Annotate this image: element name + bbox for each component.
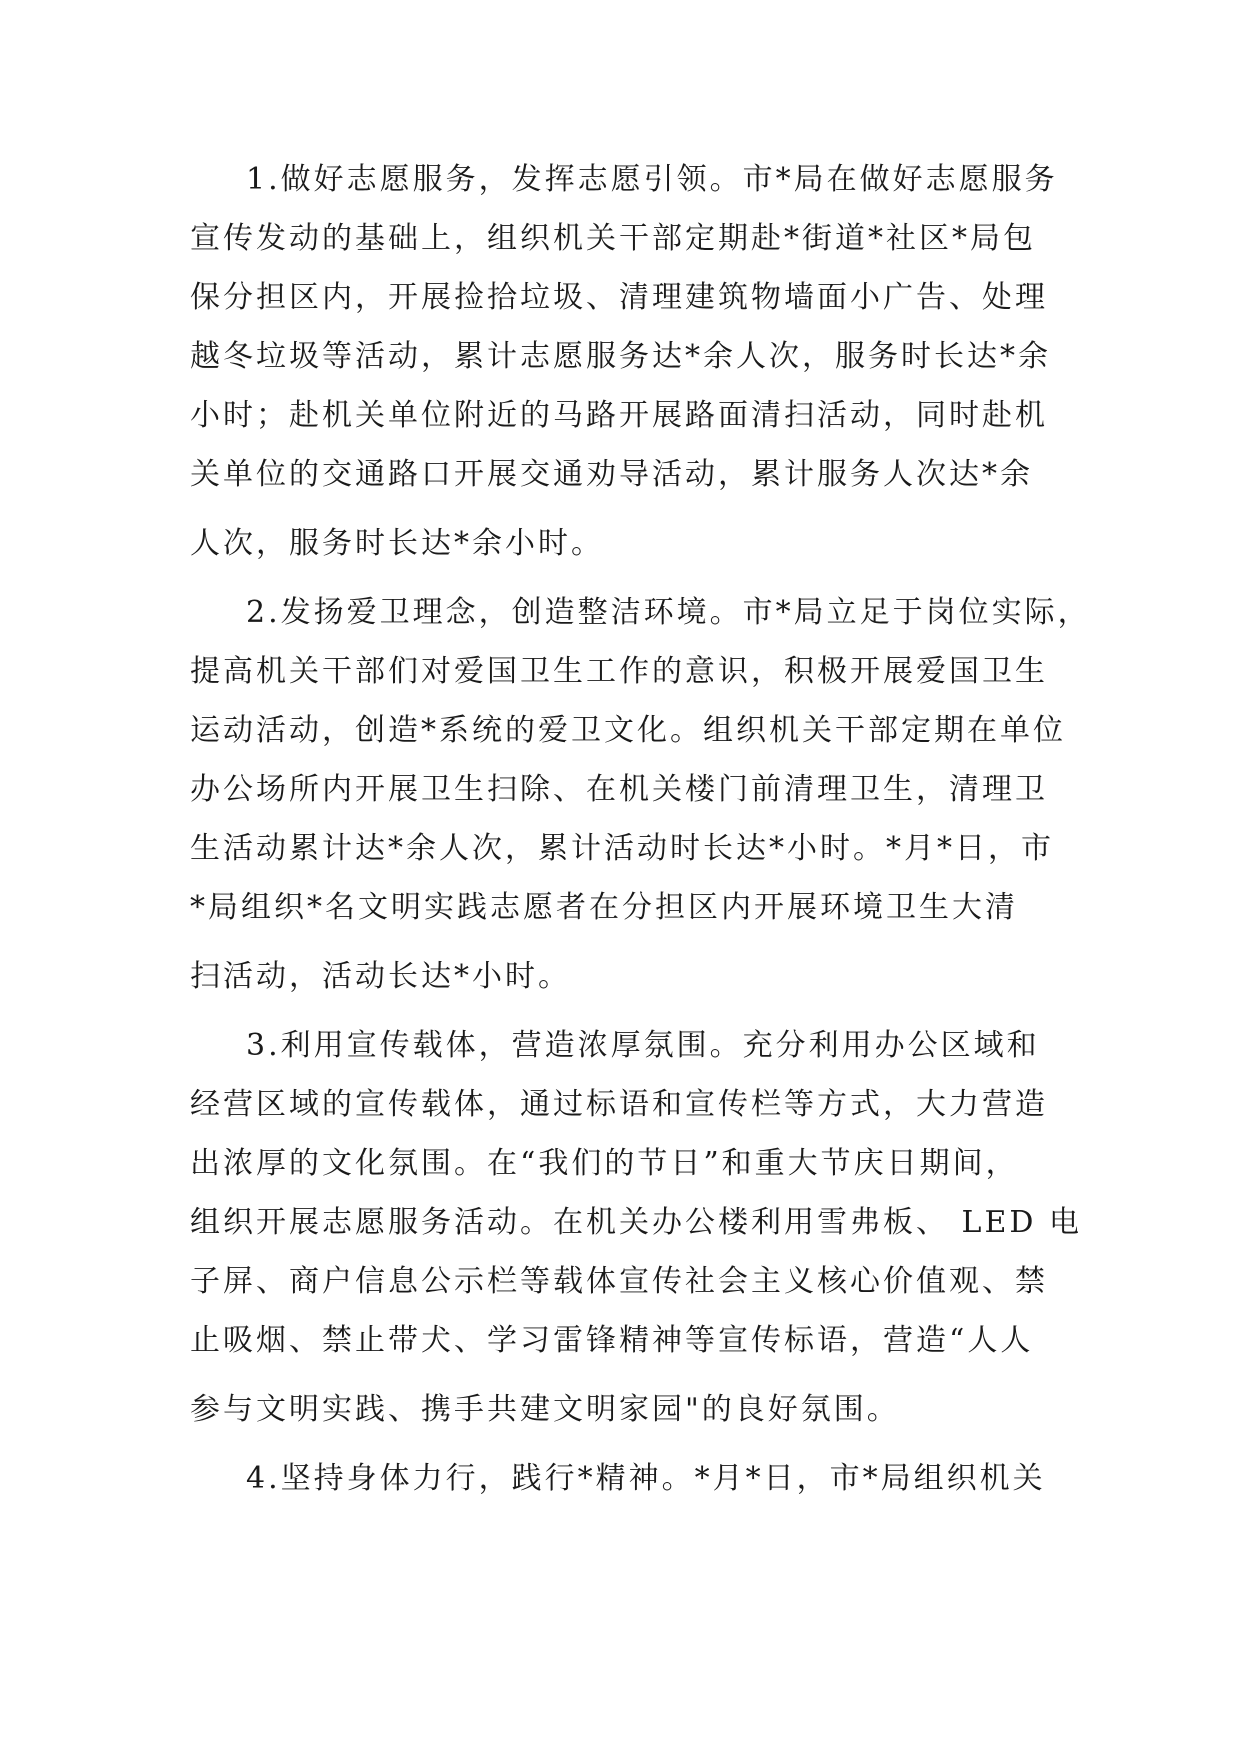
- paragraph-line: *局组织*名文明实践志愿者在分担区内开展环境卫生大清: [190, 890, 1018, 925]
- paragraph-line: 止吸烟、禁止带犬、学习雷锋精神等宣传标语，营造“人人: [190, 1323, 1034, 1358]
- paragraph-line: 提高机关干部们对爱国卫生工作的意识，积极开展爱国卫生: [190, 654, 1048, 689]
- paragraph-line: 生活动累计达*余人次，累计活动时长达*小时。*月*日，市: [190, 831, 1054, 866]
- paragraph-2: [190, 583, 1091, 1016]
- paragraph-line: 扫活动，活动长达*小时。: [190, 959, 571, 994]
- paragraph-3: [190, 1016, 1082, 1449]
- paragraph-line: 小时；赴机关单位附近的马路开展路面清扫活动，同时赴机: [190, 398, 1048, 433]
- paragraph-line: 4.坚持身体力行，践行*精神。*月*日，市*局组织机关: [246, 1461, 1046, 1496]
- paragraph-line: 运动活动，创造*系统的爱卫文化。组织机关干部定期在单位: [190, 713, 1066, 748]
- paragraph-line: 经营区域的宣传载体，通过标语和宣传栏等方式，大力营造: [190, 1087, 1048, 1122]
- paragraph-line: 组织开展志愿服务活动。在机关办公楼利用雪弗板、 LED 电: [190, 1205, 1082, 1240]
- paragraph-1: [190, 150, 1058, 583]
- paragraph-line: 关单位的交通路口开展交通劝导活动，累计服务人次达*余: [190, 457, 1033, 492]
- paragraph-line: 子屏、商户信息公示栏等载体宣传社会主义核心价值观、禁: [190, 1264, 1048, 1299]
- paragraph-line: 人次，服务时长达*余小时。: [190, 526, 604, 561]
- paragraph-line: 出浓厚的文化氛围。在“我们的节日”和重大节庆日期间，: [190, 1146, 1019, 1181]
- paragraph-line: 越冬垃圾等活动，累计志愿服务达*余人次，服务时长达*余: [190, 339, 1051, 374]
- document-body: [190, 150, 1091, 1508]
- paragraph-4: [190, 1449, 1050, 1508]
- paragraph-line: 参与文明实践、携手共建文明家园"的良好氛围。: [190, 1392, 900, 1427]
- paragraph-line: 办公场所内开展卫生扫除、在机关楼门前清理卫生，清理卫: [190, 772, 1048, 807]
- paragraph-line: 2.发扬爱卫理念，创造整洁环境。市*局立足于岗位实际，: [246, 595, 1091, 630]
- paragraph-line: 宣传发动的基础上，组织机关干部定期赴*街道*社区*局包: [190, 221, 1036, 256]
- paragraph-line: 保分担区内，开展捡拾垃圾、清理建筑物墙面小广告、处理: [190, 280, 1048, 315]
- paragraph-line: 1.做好志愿服务，发挥志愿引领。市*局在做好志愿服务: [246, 162, 1058, 197]
- paragraph-line: 3.利用宣传载体，营造浓厚氛围。充分利用办公区域和: [246, 1028, 1040, 1063]
